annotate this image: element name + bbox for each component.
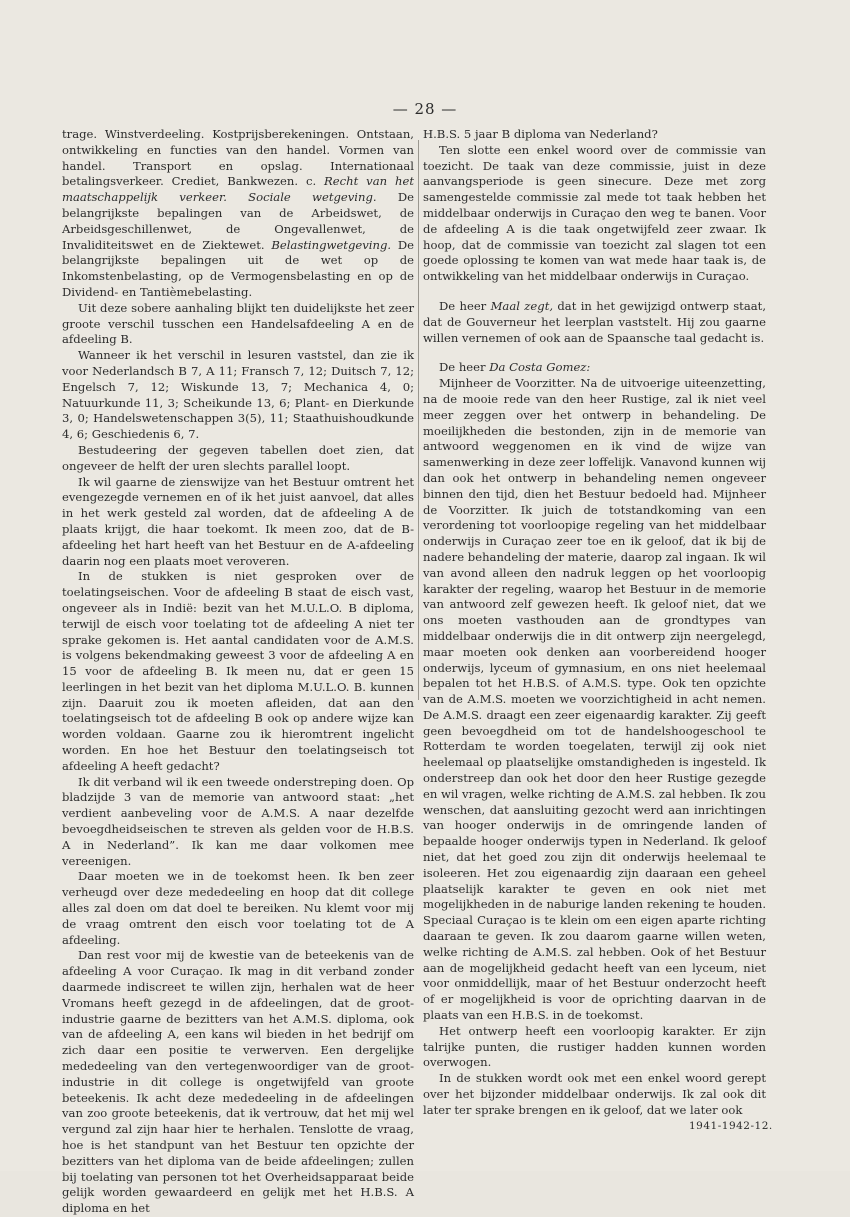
paragraph: Dan rest voor mij de kwestie van de beteekenis van de afdeeling A voor Curaçao. Ik mag in dit verband zonder daarmede indiscreet te willen zijn, herhalen wat de heer Vromans heeft gezegd in de afdeelingen, dat de groot-industrie gaarne de bezitters van het A.M.S. diploma, ook van de afdeeling A, een kans wil bieden in het bedrijf om zich daar een positie te verwerven. Een dergelijke mededeeling van den vertegenwoordiger van de groot-industrie in dit college is ongetwijfeld van groote beteekenis. Ik acht deze mededeeling in de afdeelingen van zoo groote beteekenis, dat ik vertrouw, dat het mij wel vergund zal zijn haar hier te herhalen. Tenslotte de vraag, hoe is het standpunt van het Bestuur ten opzichte der bezitters van het diploma van de beide afdeelingen; zullen bij toelating van personen tot het Overheidsapparaat beide gelijk worden gewaardeerd en gelijk met het H.B.S. A diploma en het (62, 948, 414, 1216)
right-column (423, 127, 766, 1119)
paragraph: H.B.S. 5 jaar B diploma van Nederland? (423, 127, 658, 141)
paragraph: Ten slotte een enkel woord over de commissie van toezicht. De taak van deze commissie, juist in deze aanvangsperiode is geen sinecure. Deze met zorg samengestelde commissie zal mede tot taak hebben het middelbaar onderwijs in Curaçao den weg te banen. Voor de afdeeling A is die taak ongetwijfeld zeer zwaar. Ik hoop, dat de commissie van toezicht zal slagen tot een goede oplossing te komen van wat mede haar taak is, de ontwikkeling van het middelbaar onderwijs in Curaçao. (423, 142, 766, 284)
paragraph: Ik wil gaarne de zienswijze van het Bestuur omtrent het evengezegde vernemen en of ik het juist aanvoel, dat alles in het werk gesteld zal worden, dat de afdeeling A de plaats krijgt, die haar toekomt. Ik meen zoo, dat de B-afdeeling het hart heeft van het Bestuur en de A-afdeeling daarin nog een plaats moet veroveren. (62, 474, 414, 568)
paragraph: Bestudeering der gegeven tabellen doet zien, dat ongeveer de helft der uren slechts parallel loopt. (62, 442, 414, 473)
page-number: — 28 — (392, 100, 458, 118)
column-divider (418, 140, 419, 700)
paragraph: Mijnheer de Voorzitter. Na de uitvoerige uiteenzetting, na de mooie rede van den heer Rustige, zal ik niet veel meer zeggen over het ontwerp in behandeling. De moeilijkheden die bestonden, zijn in de memorie van antwoord weggenomen en ik vind de wijze van samenwerking in deze zeer loffelijk. Vanavond kunnen wij dan ook het ontwerp in behandeling nemen ongeveer binnen den tijd, dien het Bestuur bedoeld had. Mijnheer de Voorzitter. Ik juich de totstandkoming van een verordening tot voorloopige regeling van het middelbaar onderwijs in Curaçao zeer toe en ik geloof, dat ik bij de nadere behandeling der materie, daarop zal ingaan. Ik wil van avond alleen den nadruk leggen op het voorloopig karakter der regeling, waarop het Bestuur in de memorie van antwoord zelf gewezen heeft. Ik geloof niet, dat we ons moeten vasthouden aan de grondtypes van middelbaar onderwijs die in dit ontwerp zijn neergelegd, maar moeten ook denken aan voorbereidend hooger onderwijs, lyceum of gymnasium, en ons niet heelemaal bepalen tot het H.B.S. of A.M.S. type. Ook ten opzichte van de A.M.S. moeten we voorzichtigheid in acht nemen. De A.M.S. draagt een zeer eigenaardig karakter. Zij geeft geen bevoegdheid om tot de handelshoogeschool te Rotterdam te worden toegelaten, terwijl zij ook niet heelemaal op plaatselijke omstandigheden is ingesteld. Ik onderstreep dan ook het door den heer Rustige gezegde en wil vragen, welke richting de A.M.S. zal hebben. Ik zou wenschen, dat aansluiting gezocht werd aan inrichtingen van hooger onderwijs in de omringende landen of bepaalde hooger onderwijs typen in Nederland. Ik geloof niet, dat het goed zou zijn dit onderwijs heelemaal te isoleeren. Het zou eigenaardig zijn daaraan een geheel plaatselijk karakter te geven en ook niet met mogelijkheden in de naburige landen rekening te houden. Speciaal Curaçao is te klein om een eigen aparte richting daaraan te geven. Ik zou daarom gaarne willen weten, welke richting de A.M.S. zal hebben. Ook of het Bestuur aan de mogelijkheid gedacht heeft van een lyceum, niet voor onmiddellijk, maar of het Bestuur onderzocht heeft of er mogelijkheid is voor de oprichting daarvan in de plaats van een H.B.S. in de toekomst. (423, 376, 766, 1023)
paragraph: Ik dit verband wil ik een tweede onderstreping doen. Op bladzijde 3 van de memorie van antwoord staat: „het verdient aanbeveling voor de A.M.S. A naar dezelfde bevoegdheidseischen te streven als gelden voor de H.B.S. A in Nederland”. Ik kan me daar volkomen mee vereenigen. (62, 774, 414, 868)
paragraph: In de stukken is niet gesproken over de toelatingseischen. Voor de afdeeling B staat de eisch vast, ongeveer als in Indië: bezit van het M.U.L.O. B diploma, terwijl de eisch voor toelating tot de afdeeling A niet ter sprake gekomen is. Het aantal candidaten voor de A.M.S. is volgens bekendmaking geweest 3 voor de afdeeling A en 15 voor de afdeeling B. Ik meen nu, dat er geen 15 leerlingen in het bezit van het diploma M.U.L.O. B. kunnen zijn. Daaruit zou ik moeten afleiden, dat aan den toelatingseisch tot de afdeeling B ook op andere wijze kan worden voldaan. Gaarne zou ik hieromtrent ingelicht worden. En hoe het Bestuur den toelatingseisch tot afdeeling A heeft gedacht? (62, 569, 414, 773)
paragraph: Uit deze sobere aanhaling blijkt ten duidelijkste het zeer groote verschil tusschen een Handelsafdeeling A en de afdeeling B. (62, 300, 414, 347)
speaker-heading: De heer Da Costa Gomez: (439, 360, 591, 375)
paragraph: trage. Winstverdeeling. Kostprijsberekeningen. Ontstaan, ontwikkeling en functies van den handel. Vormen van handel. Transport en opslag. Internationaal betalingsverkeer. Crediet, Bankwezen. c. Recht van het maatschappelijk verkeer. Sociale wetgeving. De belangrijkste bepalingen van de Arbeidswet, de Arbeidsgeschillenwet, de Ongevallenwet, de Invaliditeitswet en de Ziektewet. Belastingwetgeving. De belangrijkste bepalingen uit de wet op de Inkomstenbelasting, op de Vermogensbelasting en op de Dividend- en Tantièmebelasting. (62, 127, 415, 299)
paragraph: Het ontwerp heeft een voorloopig karakter. Er zijn talrijke punten, die rustiger hadden kunnen worden overwogen. (423, 1023, 766, 1070)
paragraph: Wanneer ik het verschil in lesuren vaststel, dan zie ik voor Nederlandsch B 7, A 11; Fransch 7, 12; Duitsch 7, 12; Engelsch 7, 12; Wiskunde 13, 7; Mechanica 4, 0; Natuurkunde 11, 3; Scheikunde 13, 6; Plant- en Dierkunde 3, 0; Handelswetenschappen 3(5), 11; Staathuishoudkunde 4, 6; Geschiedenis 6, 7. (62, 348, 414, 442)
paragraph: De heer Maal zegt, dat in het gewijzigd ontwerp staat, dat de Gouverneur het leerplan vaststelt. Hij zou gaarne willen vernemen of ook aan de Spaansche taal gedacht is. (423, 298, 766, 345)
paragraph: Daar moeten we in de toekomst heen. Ik ben zeer verheugd over deze mededeeling en hoop dat dit college alles zal doen om dat doel te bereiken. Nu klemt voor mij de vraag omtrent den eisch voor toelating tot de A afdeeling. (62, 869, 414, 947)
left-column (62, 127, 414, 1217)
footer-reference: 1941-1942-12. (689, 1120, 773, 1132)
paragraph: In de stukken wordt ook met een enkel woord gerept over het bijzonder middelbaar onderwijs. Ik zal ook dit later ter sprake brengen en ik geloof, dat we later ook (423, 1071, 766, 1117)
